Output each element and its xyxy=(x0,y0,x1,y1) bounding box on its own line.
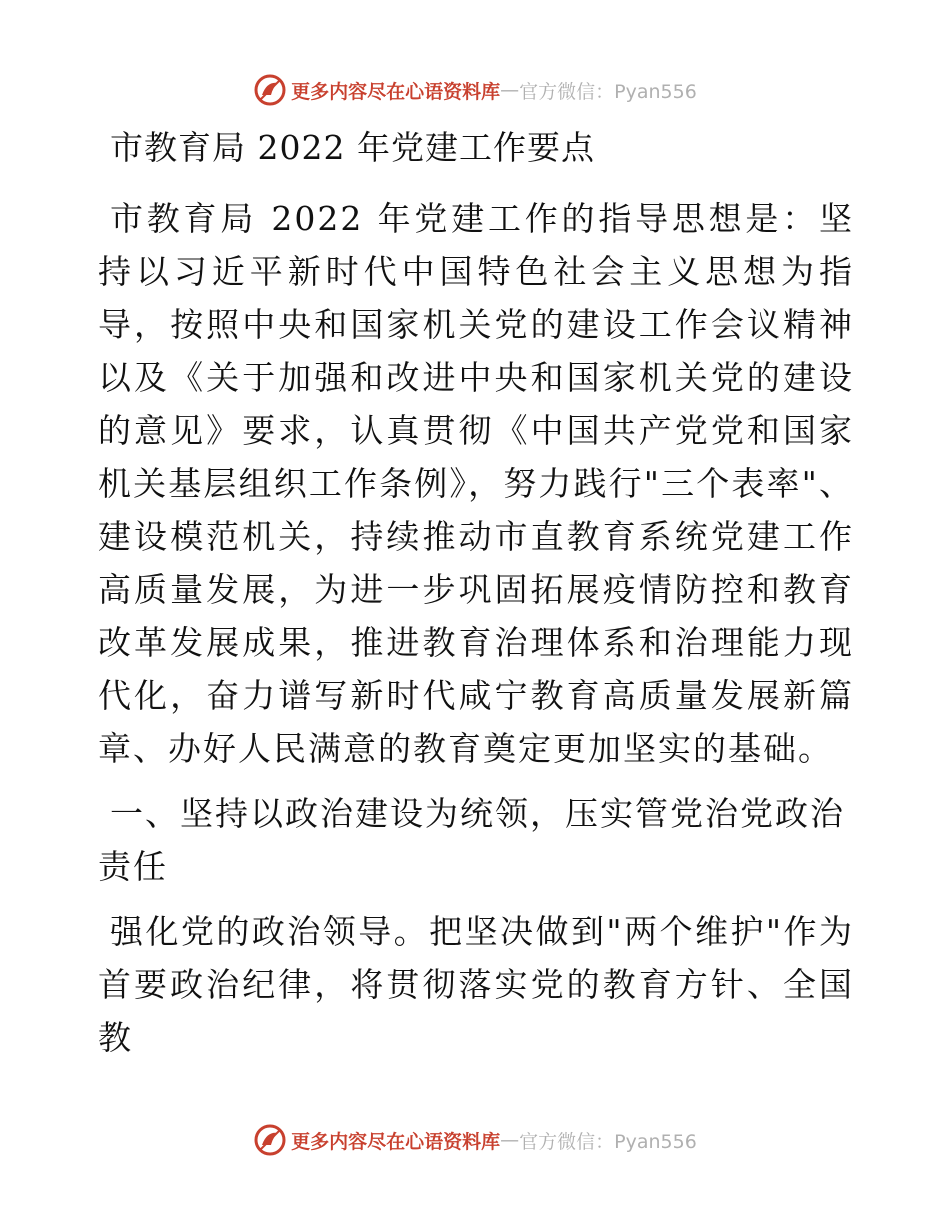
banner-slogan: 更多内容尽在心语资料库 xyxy=(291,80,501,103)
red-scroll-logo-icon xyxy=(253,1123,287,1157)
document-title: 市教育局 2022 年党建工作要点 xyxy=(110,128,595,167)
section-1-heading: 一、坚持以政治建设为统领，压实管党治党政治责任 xyxy=(98,794,845,886)
intro-paragraph: 市教育局 2022 年党建工作的指导思想是：坚持以习近平新时代中国特色社会主义思想为指导，按照中央和国家机关党的建设工作会议精神以及《关于加强和改进中央和国家机关党的建设的意见》要求，认真贯彻《中国共产党党和国家机关基层组织工作条例》，努力践行"三个表率"、建设模范机关，持续推动市直教育系统党建工作高质量发展，为进一步巩固拓展疫情防控和教育改革发展成果，推进教育治理体系和治理能力现代化，奋力谱写新时代咸宁教育高质量发展新篇章、办好人民满意的教育奠定更加坚实的基础。 xyxy=(98,199,854,768)
banner-wechat: 官方微信：Pyan556 xyxy=(519,80,697,103)
banner-separator: — xyxy=(500,79,520,101)
section-1-paragraph: 强化党的政治领导。把坚决做到"两个维护"作为首要政治纪律，将贯彻落实党的教育方针、全国教 xyxy=(98,912,854,1057)
banner-slogan: 更多内容尽在心语资料库 xyxy=(291,1130,501,1153)
header-banner xyxy=(0,70,950,110)
footer-banner xyxy=(0,1120,950,1160)
banner-wechat: 官方微信：Pyan556 xyxy=(519,1130,697,1153)
red-scroll-logo-icon xyxy=(253,73,287,107)
banner-separator: — xyxy=(500,1129,520,1151)
document-body xyxy=(98,124,854,1076)
